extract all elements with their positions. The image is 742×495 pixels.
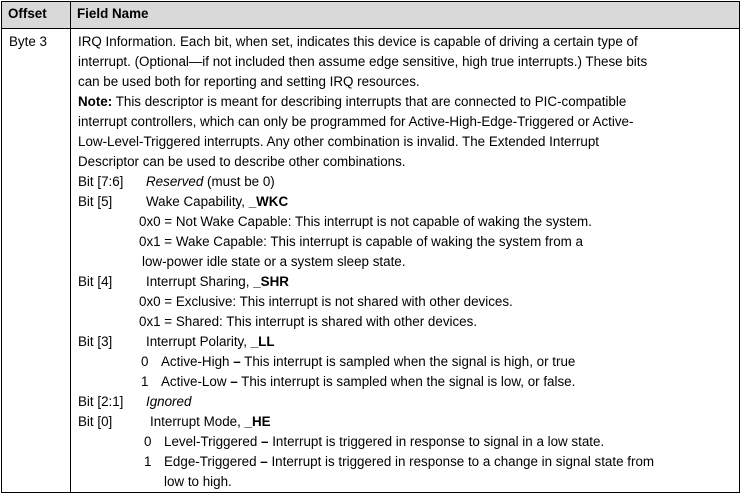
- bit-0-value-0: 0 Level-Triggered – Interrupt is triggered in response to signal in a low state.: [144, 434, 605, 449]
- bit-5-row: [78, 192, 733, 212]
- bit-description: Reserved (must be 0): [146, 174, 275, 189]
- bit-label: Bit [7:6]: [78, 174, 124, 189]
- bit-description: Wake Capability, _WKC: [146, 194, 289, 209]
- bit-3-value-0: 0 Active-High – This interrupt is sampled when the signal is high, or true: [141, 354, 576, 369]
- bit-label: Bit [5]: [78, 194, 113, 209]
- note-label: Note:: [78, 94, 113, 109]
- bit-description: Ignored: [146, 394, 192, 409]
- header-offset: Offset: [2, 2, 71, 29]
- bit-0-value-1-cont: low to high.: [164, 474, 232, 489]
- bit-0-value-1: 1 Edge-Triggered – Interrupt is triggered in response to a change in signal state from: [144, 454, 655, 469]
- note-line-3: Low-Level-Triggered interrupts. Any other combination is invalid. The Extended Interrupt: [78, 134, 600, 149]
- bit-2-1-row: [78, 392, 733, 412]
- intro-line-3: can be used both for reporting and setting IRQ resources.: [78, 74, 420, 89]
- bit-label: Bit [3]: [78, 334, 113, 349]
- bit-0-row: [78, 412, 733, 432]
- note-line-4: Descriptor can be used to describe other combinations.: [78, 154, 406, 169]
- bit-description: Interrupt Mode, _HE: [150, 414, 271, 429]
- bit-5-value-0: 0x0 = Not Wake Capable: This interrupt is not capable of waking the system.: [139, 214, 592, 229]
- offset-cell: Byte 3: [2, 29, 71, 493]
- bit-3-row: [78, 332, 733, 352]
- intro-line-2: interrupt. (Optional—if not included then assume edge sensitive, high true interrupts.) These bits: [78, 54, 648, 69]
- bit-label: Bit [4]: [78, 274, 113, 289]
- bit-description: Interrupt Sharing, _SHR: [146, 274, 289, 289]
- note-line-2: interrupt controllers, which can only be programmed for Active-High-Edge-Triggered or Active-: [78, 114, 634, 129]
- bit-label: Bit [0]: [78, 414, 113, 429]
- bit-5-value-1-cont: low-power idle state or a system sleep state.: [142, 254, 406, 269]
- field-cell: [71, 29, 740, 493]
- bit-7-6-row: [78, 172, 733, 192]
- bit-4-row: [78, 272, 733, 292]
- header-row: [2, 2, 740, 29]
- table-row: [2, 29, 740, 493]
- bit-description: Interrupt Polarity, _LL: [146, 334, 275, 349]
- bit-4-value-1: 0x1 = Shared: This interrupt is shared with other devices.: [139, 314, 478, 329]
- intro-line-1: IRQ Information. Each bit, when set, indicates this device is capable of driving a certain type of: [78, 34, 638, 49]
- descriptor-table: [1, 1, 740, 493]
- bit-5-value-1: 0x1 = Wake Capable: This interrupt is capable of waking the system from a: [139, 234, 583, 249]
- bit-4-value-0: 0x0 = Exclusive: This interrupt is not shared with other devices.: [139, 294, 513, 309]
- note-line-1: [78, 92, 733, 112]
- header-field-name: Field Name: [71, 2, 740, 29]
- bit-label: Bit [2:1]: [78, 394, 124, 409]
- note-text: This descriptor is meant for describing interrupts that are connected to PIC-compatible: [112, 94, 627, 109]
- bit-3-value-1: 1 Active-Low – This interrupt is sampled when the signal is low, or false.: [141, 374, 576, 389]
